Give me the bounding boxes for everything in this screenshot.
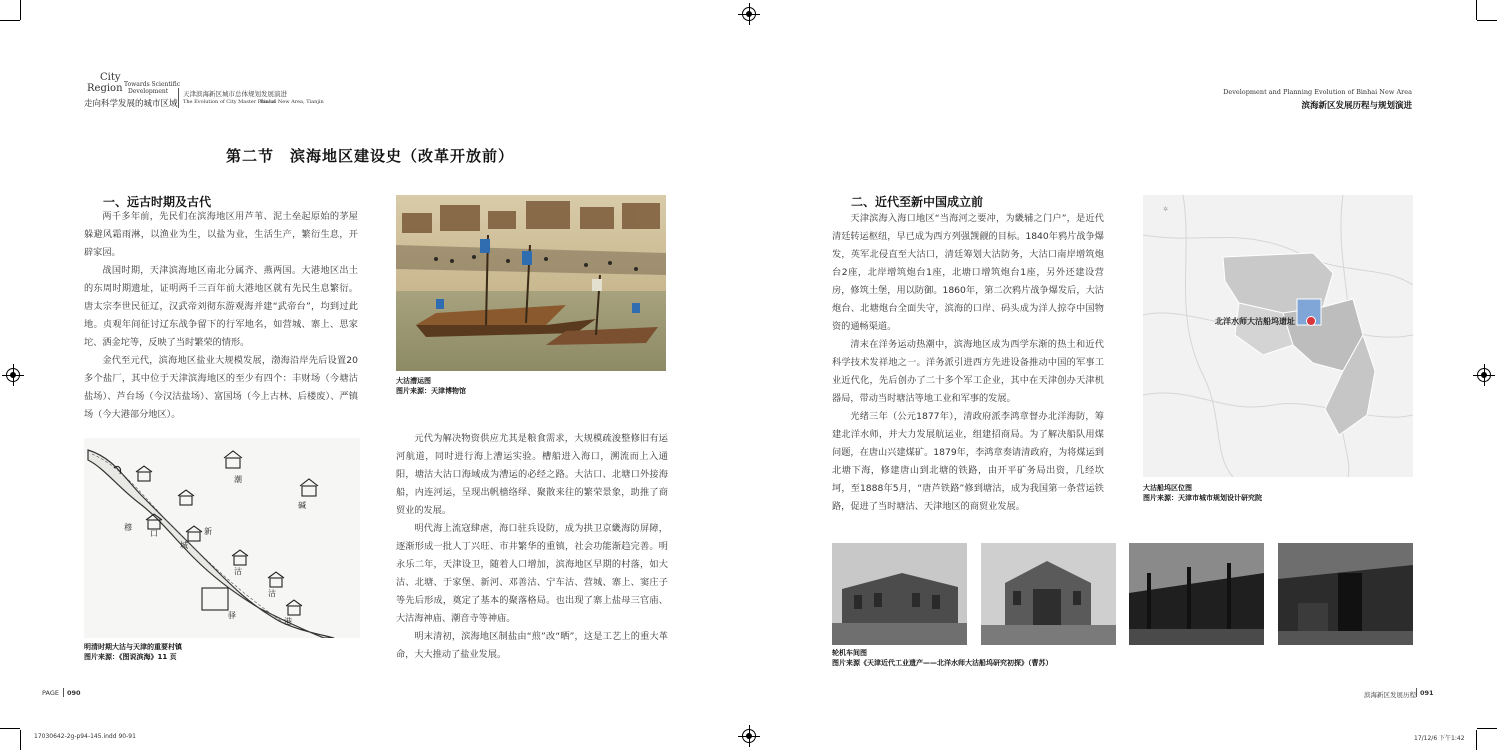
paragraph: 元代为解决物资供应尤其是粮食需求，大规模疏浚整修旧有运河航道，同时进行海上漕运实验。槽船进入海口，溯流而上入通阳，塘沽大沽口海域成为漕运的必经之路。大沽口、北塘口外接海船，内连河运，呈现出帆樯络绎、聚散来往的繁荣景象，助推了商贸业的发展。: [396, 433, 668, 516]
header-development: Development: [128, 88, 169, 95]
location-map: [1143, 195, 1413, 477]
footer-page-left: 090: [67, 689, 81, 697]
paragraph: 清末在洋务运动热潮中，滨海地区成为西学东渐的热土和近代科学技术发祥地之一。洋务派引进西方先进设备推动中国的军事工业近代化，先后创办了二十多个军工企业，其中在天津创办天津机器局，带动当时塘沽等地工业和军事的发展。: [832, 339, 1104, 404]
photos-caption: 轮机车间图: [832, 649, 867, 657]
workshop-photo-2: [981, 543, 1116, 645]
crop-mark: [1476, 0, 1477, 20]
paragraph: 两千多年前，先民们在滨海地区用芦苇、泥土垒起原始的茅屋躲避风霜雨淋，以渔业为生，以盐为业，生活生产，繁衍生息，开辟家园。: [84, 211, 358, 258]
crop-mark: [0, 20, 20, 21]
crop-mark: [1477, 20, 1497, 21]
paragraph: 金代至元代，滨海地区盐业大规模发展，渤海沿岸先后设置20多个盐厂，其中位于天津滨海地区的至少有四个：丰财场（今塘沽盐场）、芦台场（今汉沽盐场）、富国场（今上古林、后楼废）、严镇场（今大港部分地区）。: [84, 355, 358, 420]
registration-mark-icon: [742, 7, 756, 21]
header-region: Region: [87, 83, 123, 94]
header-sub-en2: Binhai New Area, Tianjin: [260, 99, 324, 105]
registration-mark-icon: [6, 368, 20, 382]
header-sub-en1: The Evolution of City Master Plan of: [183, 99, 276, 105]
workshop-photo-1: [832, 543, 967, 645]
section-heading-ancient: 一、远古时期及古代: [103, 195, 212, 209]
footer-right-title: 滨海新区发展历程: [1364, 691, 1416, 699]
header-divider: [178, 88, 179, 108]
header-cn-title: 走向科学发展的城市区域: [84, 99, 178, 109]
crop-mark: [20, 730, 21, 750]
svg-text:新: 新: [204, 527, 212, 536]
footer-divider: [1416, 688, 1417, 697]
crop-mark: [1477, 728, 1497, 729]
left-text-column: [84, 208, 358, 424]
location-map-caption: 大沽船坞区位图: [1143, 484, 1192, 492]
footer-file-info: 17030642-2g-p94-145.indd 90-91: [34, 733, 136, 740]
registration-mark-icon: [1477, 368, 1491, 382]
footer-page-right: 091: [1420, 689, 1434, 697]
section-heading-modern: 二、近代至新中国成立前: [851, 195, 984, 209]
canal-transport-painting: [396, 195, 666, 371]
footer-date-info: 17/12/6 下午1:42: [1414, 735, 1465, 742]
svg-text:穆: 穆: [124, 523, 132, 532]
left-map-source: 图片来源：《图说滨海》11 页: [84, 653, 177, 661]
header-city: City: [100, 72, 121, 83]
registration-mark-icon: [742, 729, 756, 743]
svg-text:沽: 沽: [268, 589, 276, 598]
workshop-photo-4: [1278, 543, 1413, 645]
left-map-caption: 明清时期大沽与天津的重要村镇: [84, 643, 182, 651]
svg-text:城: 城: [180, 541, 188, 550]
header-towards: Towards Scientific: [124, 81, 181, 88]
header-right-cn: 滨海新区发展历程与规划演进: [1301, 101, 1412, 111]
paragraph: 天津滨海入海口地区“当海河之要冲，为畿辅之门户”，是近代清廷转运枢纽，早已成为西方列强觊觎的目标。1840年鸦片战争爆发，英军北侵直至大沽口，清廷筹划大沽防务，大沽口南岸增筑炮台2座，北岸增筑炮台1座，北塘口增筑炮台1座，另外还建设营房，修筑土堡，用以防御。1860年，第二次鸦片战争爆发后，大沽炮台、北塘炮台全面失守，滨海的口岸、码头成为洋人掠夺中国物资的通畅渠道。: [832, 213, 1104, 332]
crop-mark: [1476, 730, 1477, 750]
paragraph: 明末清初，滨海地区制盐由“煎”改“晒”，这是工艺上的重大革命，大大推动了盐业发展。: [396, 631, 668, 660]
right-text-column: [832, 210, 1104, 516]
crop-mark: [20, 0, 21, 20]
footer-divider: [63, 688, 64, 697]
svg-text:港: 港: [284, 617, 292, 626]
location-map-source: 图片来源：天津市城市规划设计研究院: [1143, 494, 1262, 502]
page-title: 第二节 滨海地区建设史（改革开放前）: [226, 147, 515, 165]
painting-source: 图片来源：天津博物馆: [396, 387, 466, 395]
paragraph: 战国时期，天津滨海地区南北分属齐、燕两国。大港地区出土的东周时期遗址，证明两千三百年前大港地区就有先民生息繁衍。唐太宗李世民征辽，汉武帝刘彻东游观海并建“武帝台”，均到过此地。贞观年间征讨辽东战争留下的行军地名，如营城、寨上、思家坨、洒金坨等，反映了当时繁荣的情形。: [84, 265, 358, 348]
header-right-en: Development and Planning Evolution of Binhai New Area: [1223, 88, 1412, 96]
workshop-photo-3: [1129, 543, 1264, 645]
paragraph: 明代海上流寇肆虐，海口驻兵设防，成为拱卫京畿海防屏障，逐渐形成一批人丁兴旺、市井繁华的重镇，社会功能渐趋完善。明永乐二年，天津设卫，随着人口增加，滨海地区早期的村落，如大沽、北塘、于家堡、新河、邓善沽、宁车沽、营城、寨上、窦庄子等先后形成，奠定了基本的聚落格局。也出现了寨上盐母三官庙、大沽海神庙、潮音寺等神庙。: [396, 523, 668, 624]
historic-sketch-map: [84, 438, 360, 638]
photos-source: 图片来源《天津近代工业遗产——北洋水师大沽船坞研究初探》（曹苏）: [832, 659, 1053, 667]
header-sub-cn: 天津滨海新区城市总体规划发展演进: [183, 90, 287, 98]
svg-text:✲: ✲: [1163, 206, 1169, 213]
svg-text:驿: 驿: [228, 611, 236, 620]
svg-text:碱: 碱: [298, 501, 306, 510]
middle-text-column: [396, 430, 668, 664]
svg-text:潮: 潮: [234, 475, 242, 484]
painting-caption: 大沽漕运图: [396, 377, 431, 385]
svg-text:口: 口: [150, 529, 158, 538]
crop-mark: [0, 728, 20, 729]
map-site-label: 北洋水师大沽船坞遗址: [1215, 317, 1295, 326]
header-left: [84, 72, 334, 112]
paragraph: 光绪三年（公元1877年），清政府派李鸿章督办北洋海防，筹建北洋水师，并大力发展航运业，组建招商局。为了解决船队用煤问题，在唐山兴建煤矿。1879年，李鸿章奏请清政府，为将煤运到北塘下海，修建唐山到北塘的铁路，由开平矿务局出资，几经坎坷，至1888年5月，“唐芦铁路”修到塘沽，成为我国第一条营运铁路，促进了当时塘沽、天津地区的商贸业发展。: [832, 411, 1104, 512]
svg-text:沽: 沽: [234, 567, 242, 576]
footer-page-label: PAGE: [42, 689, 59, 697]
